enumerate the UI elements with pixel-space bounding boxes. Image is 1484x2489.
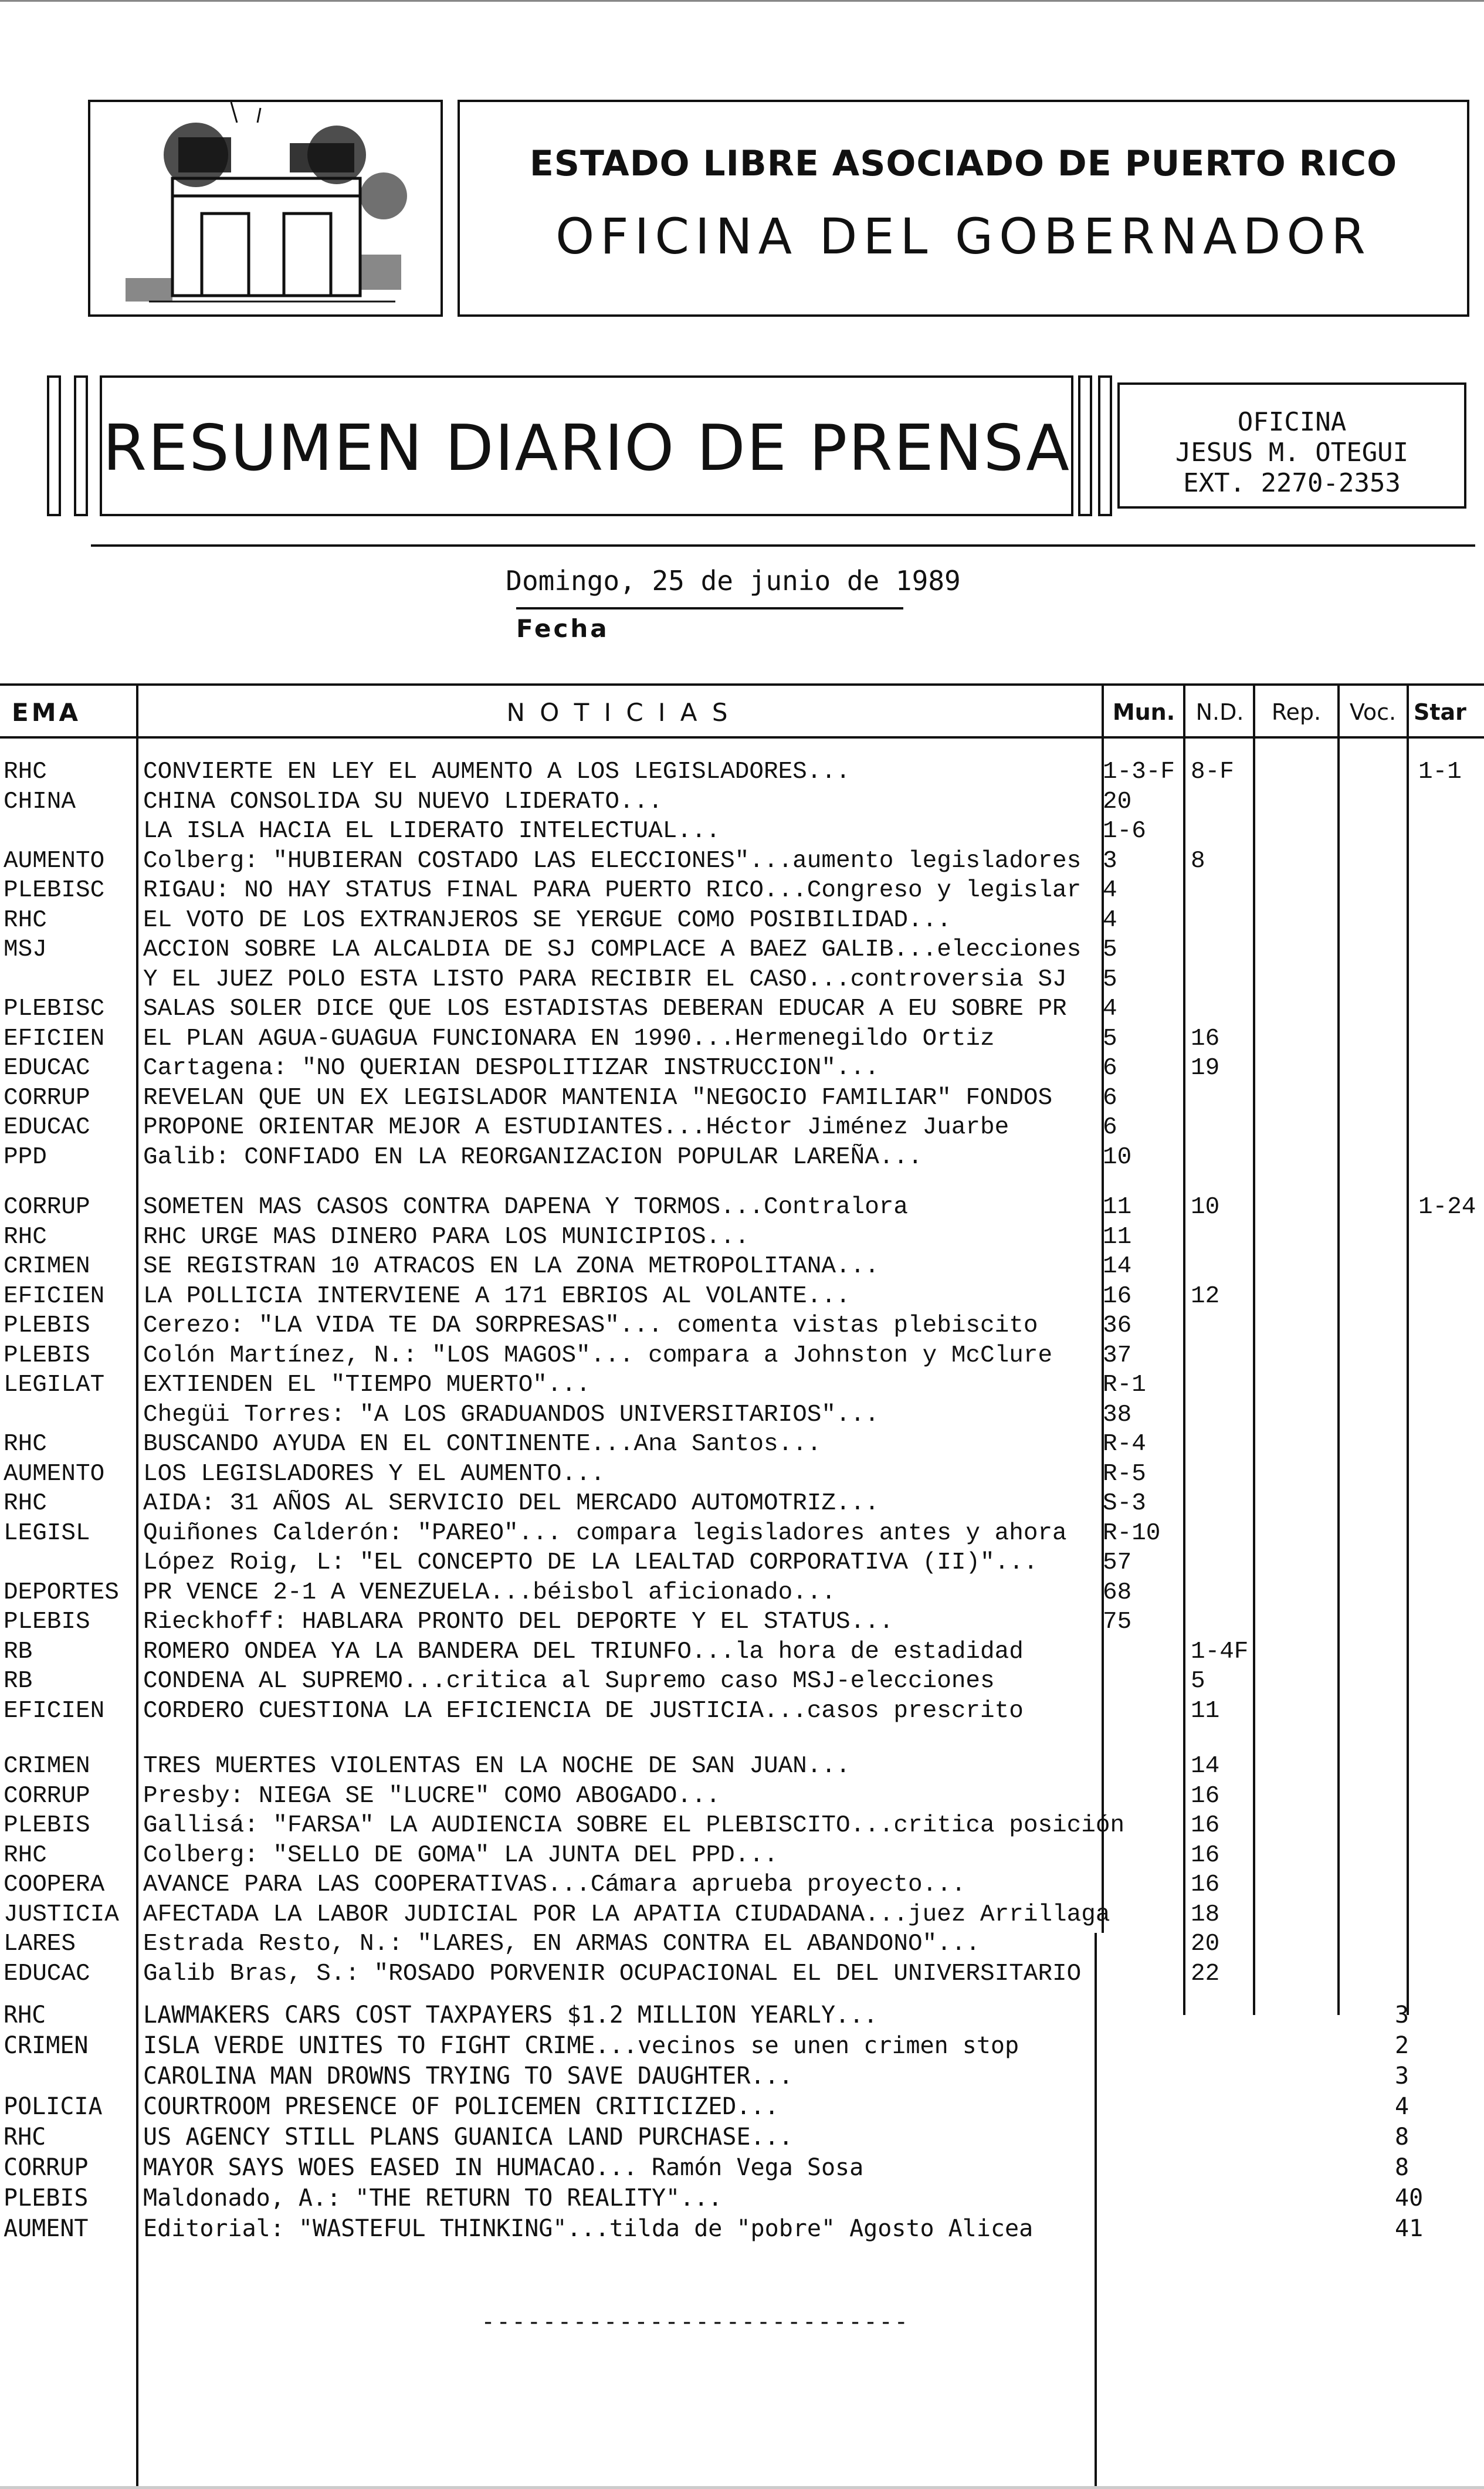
news-row <box>0 1490 1484 1519</box>
news-row <box>0 1579 1484 1608</box>
news-row <box>0 2185 1484 2214</box>
row-mun-page: 57 <box>1103 1549 1132 1576</box>
row-mun-page: 36 <box>1103 1312 1132 1339</box>
news-row <box>0 818 1484 847</box>
col-header-rep: Rep. <box>1271 699 1322 725</box>
row-headline: AIDA: 31 AÑOS AL SERVICIO DEL MERCADO AUTOMOTRIZ... <box>143 1490 879 1517</box>
row-headline: ACCION SOBRE LA ALCALDIA DE SJ COMPLACE A BAEZ GALIB...elecciones <box>143 936 1082 963</box>
news-row <box>0 2032 1484 2061</box>
row-topic: EDUCAC <box>4 1055 90 1082</box>
row-mun-page: R-10 <box>1103 1519 1161 1547</box>
row-topic: AUMENTO <box>4 847 105 875</box>
bottom-edge-line <box>0 2486 1484 2489</box>
table-header-bottom-line <box>0 736 1484 739</box>
row-topic: AUMENT <box>4 2215 89 2242</box>
row-headline: Quiñones Calderón: "PAREO"... compara legisladores antes y ahora <box>143 1519 1067 1547</box>
row-headline: CAROLINA MAN DROWNS TRYING TO SAVE DAUGHTER... <box>143 2063 793 2090</box>
news-row <box>0 1342 1484 1372</box>
row-star-page: 41 <box>1395 2215 1424 2242</box>
row-topic: EFICIEN <box>4 1282 105 1310</box>
date-underline <box>516 607 903 609</box>
header-line-1: ESTADO LIBRE ASOCIADO DE PUERTO RICO <box>529 143 1398 184</box>
row-topic: JUSTICIA <box>4 1901 119 1928</box>
row-topic: EFICIEN <box>4 1025 105 1052</box>
date-label: Fecha <box>516 614 609 643</box>
row-topic: CORRUP <box>4 1782 90 1810</box>
logo-box <box>88 100 443 317</box>
row-headline: ROMERO ONDEA YA LA BANDERA DEL TRIUNFO...la hora de estadidad <box>143 1638 1024 1665</box>
row-headline: LOS LEGISLADORES Y EL AUMENTO... <box>143 1460 605 1488</box>
row-headline: LAWMAKERS CARS COST TAXPAYERS $1.2 MILLION YEARLY... <box>143 2002 878 2029</box>
news-row <box>0 966 1484 995</box>
news-row <box>0 1085 1484 1114</box>
news-row <box>0 2063 1484 2092</box>
fortaleza-illustration <box>90 102 441 314</box>
row-mun-page: 14 <box>1103 1253 1132 1280</box>
news-row <box>0 2124 1484 2153</box>
row-headline: EXTIENDEN EL "TIEMPO MUERTO"... <box>143 1372 591 1398</box>
news-row <box>0 1055 1484 1084</box>
row-star-page: 3 <box>1395 2002 1410 2029</box>
row-headline: AVANCE PARA LAS COOPERATIVAS...Cámara aprueba proyecto... <box>143 1871 966 1898</box>
row-topic: AUMENTO <box>4 1460 105 1488</box>
row-headline: Editorial: "WASTEFUL THINKING"...tilda de "pobre" Agosto Alicea <box>143 2215 1034 2242</box>
banner-right-bar-1 <box>1078 375 1092 516</box>
row-mun-page: R-5 <box>1103 1460 1146 1488</box>
row-mun-page: 5 <box>1103 1025 1117 1052</box>
row-headline: Colberg: "HUBIERAN COSTADO LAS ELECCIONES"...aumento legisladores <box>143 847 1082 875</box>
row-headline: Maldonado, A.: "THE RETURN TO REALITY"... <box>143 2185 723 2212</box>
row-topic: DEPORTES <box>4 1579 119 1606</box>
row-nd-page: 16 <box>1191 1812 1220 1839</box>
row-topic: EFICIEN <box>4 1697 105 1725</box>
row-nd-page: 14 <box>1191 1753 1220 1780</box>
row-mun-page: 37 <box>1103 1342 1132 1369</box>
row-nd-page: 16 <box>1191 1871 1220 1898</box>
row-nd-page: 22 <box>1191 1960 1220 1987</box>
row-nd-page: 16 <box>1191 1782 1220 1810</box>
row-mun-page: 11 <box>1103 1223 1132 1251</box>
row-topic: LEGISL <box>4 1519 90 1547</box>
row-headline: COURTROOM PRESENCE OF POLICEMEN CRITICIZED... <box>143 2093 779 2120</box>
office-box <box>1117 382 1466 509</box>
row-headline: SOMETEN MAS CASOS CONTRA DAPENA Y TORMOS...Contralora <box>143 1194 909 1221</box>
row-topic: LARES <box>4 1931 76 1958</box>
row-topic: CRIMEN <box>4 1253 90 1280</box>
row-headline: Presby: NIEGA SE "LUCRE" COMO ABOGADO... <box>143 1782 721 1810</box>
row-headline: RHC URGE MAS DINERO PARA LOS MUNICIPIOS... <box>143 1223 750 1251</box>
row-nd-page: 19 <box>1191 1055 1220 1082</box>
news-row <box>0 1025 1484 1055</box>
col-header-mun: Mun. <box>1112 699 1175 725</box>
row-topic: LEGILAT <box>4 1372 105 1398</box>
row-nd-page: 8-F <box>1191 758 1234 785</box>
col-header-tema: EMA <box>12 698 81 727</box>
row-headline: BUSCANDO AYUDA EN EL CONTINENTE...Ana Santos... <box>143 1431 822 1458</box>
row-mun-page: S-3 <box>1103 1490 1146 1517</box>
news-row <box>0 1283 1484 1312</box>
row-headline: Chegüi Torres: "A LOS GRADUANDOS UNIVERSITARIOS"... <box>143 1401 879 1428</box>
row-topic: RHC <box>4 758 47 785</box>
row-headline: Colón Martínez, N.: "LOS MAGOS"... compara a Johnston y McClure <box>143 1342 1053 1369</box>
row-nd-page: 11 <box>1191 1697 1220 1725</box>
news-row <box>0 1812 1484 1841</box>
row-headline: Gallisá: "FARSA" LA AUDIENCIA SOBRE EL PLEBISCITO...critica posición <box>143 1812 1125 1839</box>
row-topic: MSJ <box>4 936 47 963</box>
row-mun-page: 4 <box>1103 995 1117 1022</box>
row-star-page: 4 <box>1395 2093 1410 2120</box>
row-mun-page: 20 <box>1103 788 1132 815</box>
row-headline: Galib: CONFIADO EN LA REORGANIZACION POPULAR LAREÑA... <box>143 1143 923 1171</box>
news-row <box>0 1753 1484 1782</box>
row-headline: Cerezo: "LA VIDA TE DA SORPRESAS"... comenta vistas plebiscito <box>143 1312 1038 1339</box>
row-mun-page: 6 <box>1103 1084 1117 1112</box>
row-mun-page: 75 <box>1103 1608 1132 1635</box>
news-row <box>0 848 1484 877</box>
row-nd-page: 18 <box>1191 1901 1220 1928</box>
office-label: OFICINA <box>1237 407 1347 437</box>
row-mun-page: 10 <box>1103 1143 1132 1171</box>
row-mun-page: 38 <box>1103 1401 1132 1428</box>
row-topic: COOPERA <box>4 1871 105 1898</box>
banner-title: RESUMEN DIARIO DE PRENSA <box>103 412 1070 485</box>
news-row <box>0 1871 1484 1901</box>
row-topic: CORRUP <box>4 1194 90 1221</box>
row-headline: LA ISLA HACIA EL LIDERATO INTELECTUAL... <box>143 818 721 845</box>
row-headline: Colberg: "SELLO DE GOMA" LA JUNTA DEL PPD... <box>143 1841 778 1869</box>
col-header-nd: N.D. <box>1195 699 1244 725</box>
row-star-page: 8 <box>1395 2154 1410 2181</box>
news-row <box>0 1114 1484 1143</box>
row-headline: REVELAN QUE UN EX LEGISLADOR MANTENIA "NEGOCIO FAMILIAR" FONDOS <box>143 1084 1053 1112</box>
news-row <box>0 1253 1484 1282</box>
row-mun-page: R-1 <box>1103 1372 1146 1398</box>
row-topic: PLEBIS <box>4 2185 89 2212</box>
date-value: Domingo, 25 de junio de 1989 <box>506 565 961 597</box>
row-star-page: 3 <box>1395 2063 1410 2090</box>
row-headline: US AGENCY STILL PLANS GUANICA LAND PURCHASE... <box>143 2124 793 2151</box>
news-row <box>0 1520 1484 1549</box>
col-header-noticias: N O T I C I A S <box>506 698 731 727</box>
row-topic: CRIMEN <box>4 2032 89 2059</box>
row-nd-page: 12 <box>1191 1282 1220 1310</box>
row-nd-page: 20 <box>1191 1931 1220 1958</box>
row-headline: LA POLLICIA INTERVIENE A 171 EBRIOS AL VOLANTE... <box>143 1282 851 1310</box>
row-topic: CORRUP <box>4 2154 89 2181</box>
row-headline: López Roig, L: "EL CONCEPTO DE LA LEALTAD CORPORATIVA (II)"... <box>143 1549 1038 1576</box>
row-nd-page: 1-4F <box>1191 1638 1249 1665</box>
office-extension: EXT. 2270-2353 <box>1183 468 1401 498</box>
row-topic: RHC <box>4 906 47 934</box>
row-mun-page: 11 <box>1103 1194 1132 1221</box>
row-mun-page: 16 <box>1103 1282 1132 1310</box>
row-headline: MAYOR SAYS WOES EASED IN HUMACAO... Ramón Vega Sosa <box>143 2154 864 2181</box>
row-headline: Y EL JUEZ POLO ESTA LISTO PARA RECIBIR EL CASO...controversia SJ <box>143 966 1067 993</box>
row-mun-page: 5 <box>1103 936 1117 963</box>
row-topic: RHC <box>4 1431 47 1458</box>
row-mun-page: 4 <box>1103 906 1117 934</box>
news-row <box>0 1931 1484 1960</box>
row-headline: Rieckhoff: HABLARA PRONTO DEL DEPORTE Y EL STATUS... <box>143 1608 894 1635</box>
news-row <box>0 1312 1484 1342</box>
row-mun-page: 1-3-F <box>1103 758 1175 785</box>
row-topic: RHC <box>4 2002 46 2029</box>
row-nd-page: 5 <box>1191 1668 1205 1695</box>
news-row <box>0 2002 1484 2031</box>
news-row <box>0 1461 1484 1490</box>
footer-dashes: ---------------------------- <box>481 2308 910 2335</box>
header-title-box <box>458 100 1469 317</box>
row-headline: TRES MUERTES VIOLENTAS EN LA NOCHE DE SAN JUAN... <box>143 1753 851 1780</box>
row-headline: SALAS SOLER DICE QUE LOS ESTADISTAS DEBERAN EDUCAR A EU SOBRE PR <box>143 995 1067 1022</box>
news-row <box>0 1960 1484 1990</box>
row-topic: RHC <box>4 1223 47 1251</box>
row-mun-page: 4 <box>1103 877 1117 904</box>
row-topic: CORRUP <box>4 1084 90 1112</box>
news-row <box>0 1842 1484 1871</box>
row-mun-page: 5 <box>1103 966 1117 993</box>
row-nd-page: 8 <box>1191 847 1205 875</box>
banner-left-bar-2 <box>74 375 88 516</box>
top-edge-line <box>0 0 1484 2</box>
banner-separator <box>91 544 1475 547</box>
row-nd-page: 10 <box>1191 1194 1220 1221</box>
row-topic: PLEBIS <box>4 1312 90 1339</box>
header-line-2: OFICINA DEL GOBERNADOR <box>555 208 1371 265</box>
row-headline: CORDERO CUESTIONA LA EFICIENCIA DE JUSTICIA...casos prescrito <box>143 1697 1024 1725</box>
news-row <box>0 788 1484 818</box>
row-mun-page: 68 <box>1103 1579 1132 1606</box>
row-topic: EDUCAC <box>4 1960 90 1987</box>
row-topic: RB <box>4 1668 33 1695</box>
row-headline: EL PLAN AGUA-GUAGUA FUNCIONARA EN 1990...Hermenegildo Ortiz <box>143 1025 995 1052</box>
row-headline: AFECTADA LA LABOR JUDICIAL POR LA APATIA CIUDADANA...juez Arrillaga <box>143 1901 1110 1928</box>
row-topic: RHC <box>4 1841 47 1869</box>
news-row <box>0 2093 1484 2122</box>
row-topic: PLEBIS <box>4 1812 90 1839</box>
news-row <box>0 1401 1484 1431</box>
row-topic: CHINA <box>4 788 76 815</box>
row-topic: CRIMEN <box>4 1753 90 1780</box>
row-topic: PLEBIS <box>4 1608 90 1635</box>
table-top-line <box>0 683 1484 686</box>
news-row <box>0 877 1484 906</box>
row-headline: ISLA VERDE UNITES TO FIGHT CRIME...vecinos se unen crimen stop <box>143 2032 1019 2059</box>
news-row <box>0 1783 1484 1812</box>
news-row <box>0 1638 1484 1668</box>
news-row <box>0 907 1484 936</box>
news-row <box>0 758 1484 788</box>
row-topic: RHC <box>4 1490 47 1517</box>
row-mun-page: 6 <box>1103 1114 1117 1141</box>
row-headline: PROPONE ORIENTAR MEJOR A ESTUDIANTES...Héctor Jiménez Juarbe <box>143 1114 1009 1141</box>
row-mun-page: 1-6 <box>1103 818 1146 845</box>
row-nd-page: 16 <box>1191 1025 1220 1052</box>
news-row <box>0 2154 1484 2183</box>
row-star-page: 1-1 <box>1418 758 1462 785</box>
row-headline: RIGAU: NO HAY STATUS FINAL PARA PUERTO RICO...Congreso y legislar <box>143 877 1082 904</box>
row-headline: SE REGISTRAN 10 ATRACOS EN LA ZONA METROPOLITANA... <box>143 1253 879 1280</box>
news-row <box>0 1608 1484 1638</box>
row-mun-page: R-4 <box>1103 1431 1146 1458</box>
news-row <box>0 1144 1484 1173</box>
row-headline: CHINA CONSOLIDA SU NUEVO LIDERATO... <box>143 788 663 815</box>
news-row <box>0 1194 1484 1223</box>
row-topic: PLEBISC <box>4 995 105 1022</box>
col-header-star: Star <box>1414 699 1466 725</box>
news-row <box>0 1901 1484 1931</box>
row-headline: PR VENCE 2-1 A VENEZUELA...béisbol aficionado... <box>143 1579 836 1606</box>
news-row <box>0 1224 1484 1253</box>
row-topic: EDUCAC <box>4 1114 90 1141</box>
news-row <box>0 995 1484 1025</box>
news-row <box>0 936 1484 966</box>
row-star-page: 40 <box>1395 2185 1424 2212</box>
news-row <box>0 1668 1484 1697</box>
banner-right-bar-2 <box>1098 375 1112 516</box>
row-headline: Galib Bras, S.: "ROSADO PORVENIR OCUPACIONAL EL DEL UNIVERSITARIO <box>143 1960 1082 1987</box>
news-row <box>0 1372 1484 1401</box>
row-headline: CONDENA AL SUPREMO...critica al Supremo caso MSJ-elecciones <box>143 1668 995 1695</box>
col-header-voc: Voc. <box>1349 699 1397 725</box>
row-topic: POLICIA <box>4 2093 103 2120</box>
news-row <box>0 1549 1484 1579</box>
row-headline: Cartagena: "NO QUERIAN DESPOLITIZAR INSTRUCCION"... <box>143 1055 879 1082</box>
banner-left-bar-1 <box>47 375 61 516</box>
row-topic: RB <box>4 1638 33 1665</box>
news-row <box>0 2215 1484 2244</box>
row-nd-page: 16 <box>1191 1841 1220 1869</box>
row-topic: PPD <box>4 1143 47 1171</box>
row-star-page: 2 <box>1395 2032 1410 2059</box>
row-topic: PLEBISC <box>4 877 105 904</box>
news-row <box>0 1431 1484 1460</box>
row-topic: PLEBIS <box>4 1342 90 1369</box>
row-mun-page: 6 <box>1103 1055 1117 1082</box>
row-mun-page: 3 <box>1103 847 1117 875</box>
row-headline: CONVIERTE EN LEY EL AUMENTO A LOS LEGISLADORES... <box>143 758 851 785</box>
row-headline: Estrada Resto, N.: "LARES, EN ARMAS CONTRA EL ABANDONO"... <box>143 1931 981 1958</box>
row-star-page: 8 <box>1395 2124 1410 2151</box>
banner-box <box>100 375 1073 516</box>
office-name: JESUS M. OTEGUI <box>1175 438 1409 468</box>
row-topic: RHC <box>4 2124 46 2151</box>
row-star-page: 1-24 <box>1418 1194 1476 1221</box>
news-row <box>0 1698 1484 1727</box>
row-headline: EL VOTO DE LOS EXTRANJEROS SE YERGUE COMO POSIBILIDAD... <box>143 906 951 934</box>
